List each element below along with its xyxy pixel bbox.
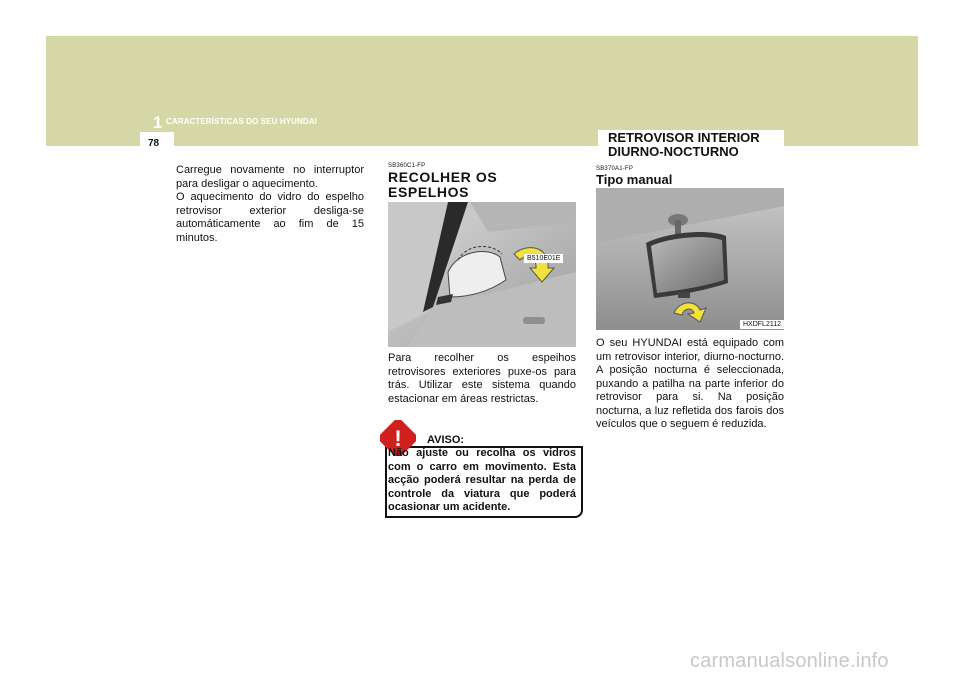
section-code: SB360C1-FP (388, 163, 426, 169)
figure-label: HXDFL2112 (740, 320, 784, 329)
column1-text (176, 164, 364, 245)
warning-text: Não ajuste ou recolha os vidros com o carro em movimento. Esta acção poderá resultar na perda de controle da viatura que poderá ocasionar um acidente. (388, 447, 576, 513)
section-code: SB370A1-FP (596, 166, 634, 172)
interior-mirror-text: O seu HYUNDAI está equipado com um retrovisor interior, diurno-nocturno. A posição nocturna é seleccionada, puxando a patilha na parte inferior do retrovisor para si. Na posição nocturna, a luz refletida dos farois dos veículos que o seguem é reduzida. (596, 337, 784, 430)
column1-line-1: Carregue novamente no interruptor para desligar o aquecimento. (176, 164, 364, 190)
section-heading: Tipo manual (596, 172, 673, 187)
mirror-fold-text: Para recolher os espeihos retrovisores exteriores puxe-os para trás. Utilizar este sistema quando estacionar em áreas restrictas. (388, 352, 576, 405)
exterior-mirror-illustration (388, 202, 576, 347)
interior-mirror-figure (596, 188, 784, 330)
chapter-number: 1 (153, 113, 163, 132)
chapter-title: CARACTERÍSTICAS DO SEU HYUNDAI (166, 117, 318, 126)
warning-title: AVISO: (427, 434, 465, 446)
interior-mirror-illustration (596, 188, 784, 330)
section-heading: RECOLHER OS ESPELHOS (388, 169, 498, 200)
exterior-mirror-figure (388, 202, 576, 347)
header-band (46, 36, 918, 146)
page-number: 78 (148, 138, 160, 149)
watermark: carmanualsonline.info (690, 650, 889, 672)
figure-label: B510E01E (524, 254, 563, 263)
column1-line-2: O aquecimento do vidro do espelho retrovisor exterior desliga-se automáticamente ao fim de 15 minutos. (176, 191, 364, 244)
exclamation-mark: ! (394, 426, 402, 451)
section-banner-title: RETROVISOR INTERIOR DIURNO-NOCTURNO (608, 130, 760, 159)
